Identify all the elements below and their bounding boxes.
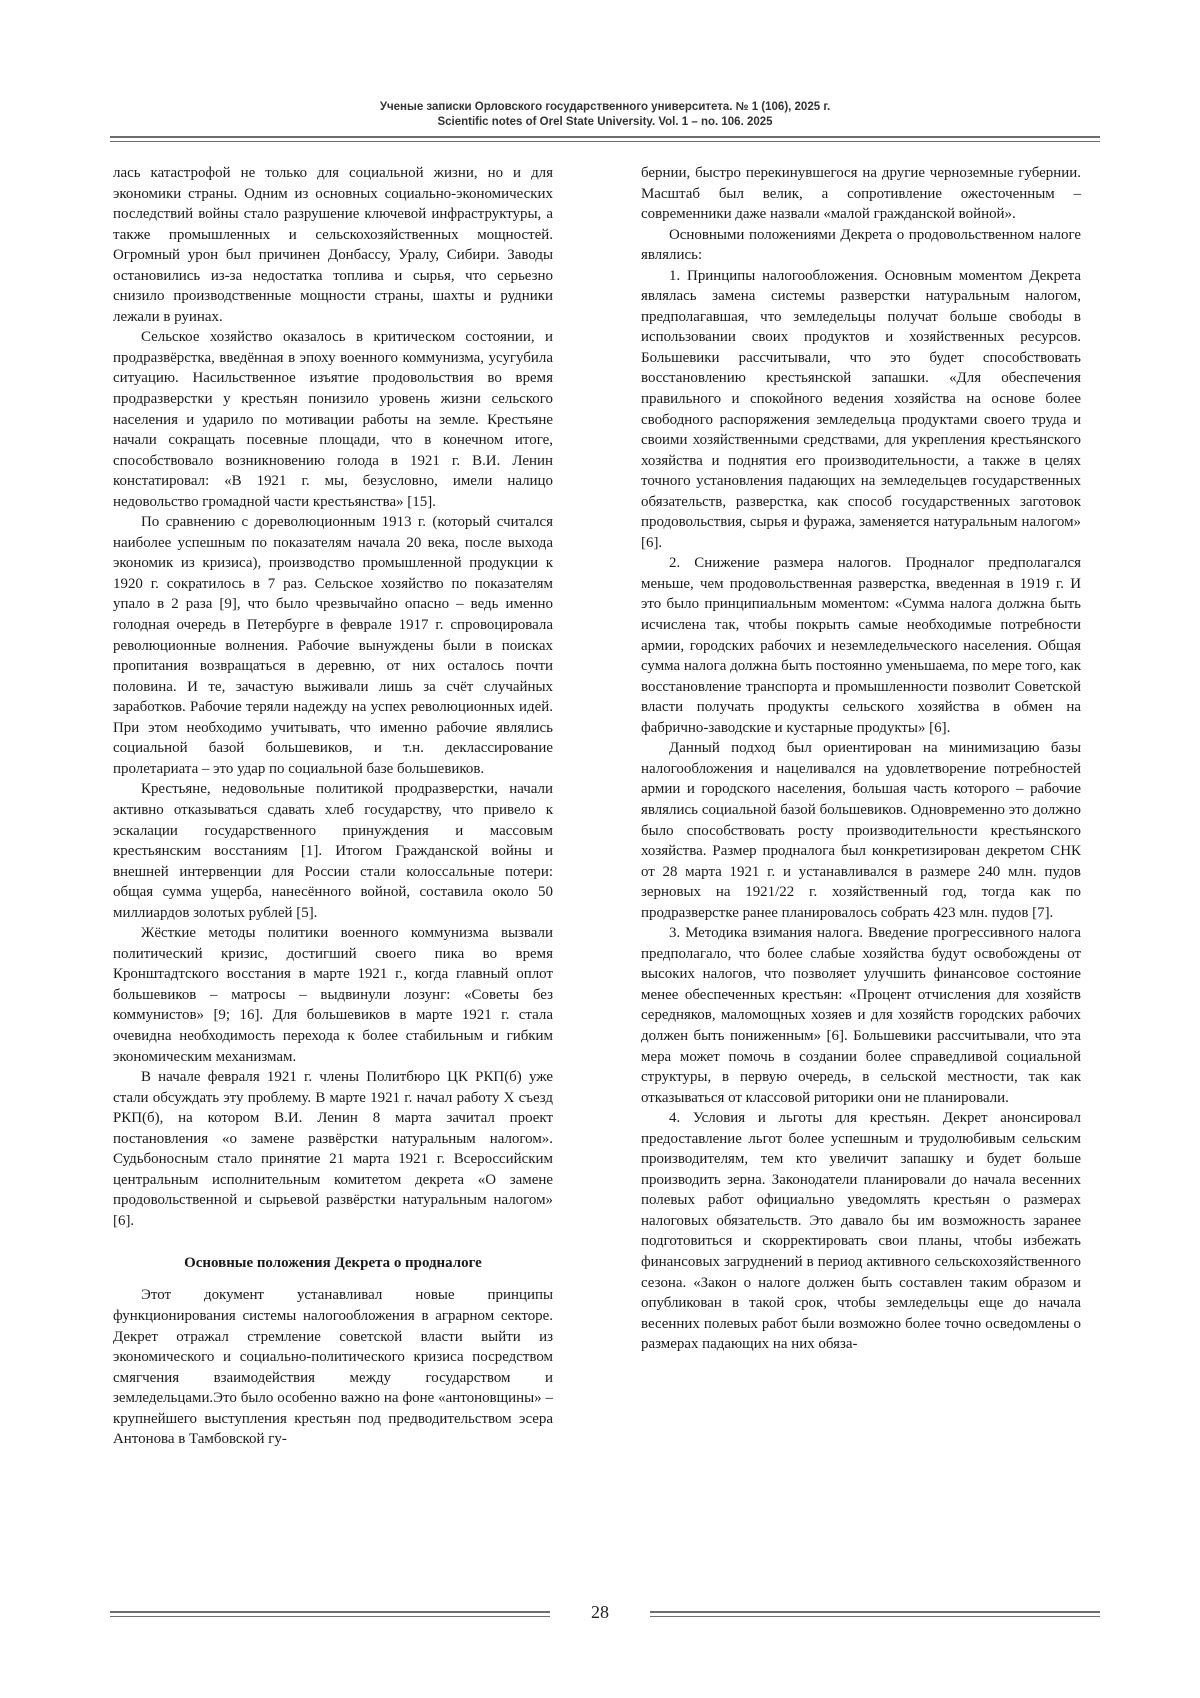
paragraph: Сельское хозяйство оказалось в критическом состоянии, и продразвёрстка, введённая в эпоху военного коммунизма, усугубила ситуацию. Насильственное изъятие продовольствия во время продразверстки у крестьян понизило уровень жизни сельского населения и ударило по мотивации работы на земле. Крестьяне начали сокращать посевные площади, что в конечном итоге, способствовало возникновению голода в 1921 г. В.И. Ленин констатировал: «В 1921 г. мы, безусловно, имели налицо недовольство громадной части крестьянства» [15]. bbox=[113, 329, 553, 510]
journal-title-en: Scientific notes of Orel State University. Vol. 1 – no. 106. 2025 bbox=[437, 116, 773, 128]
left-column bbox=[113, 163, 553, 1450]
header-rule-thin bbox=[110, 141, 1100, 142]
page-number: 28 bbox=[591, 1602, 609, 1622]
running-header bbox=[110, 100, 1100, 130]
paragraph: лась катастрофой не только для социальной жизни, но и для экономики страны. Одним из основных социально-экономических последствий войны стало разрушение ключевой инфраструктуры, а также промышленных и сельскохозяйственных мощностей. Огромный урон был причинен Донбассу, Уралу, Сибири. Заводы остановились из-за недостатка топлива и сырья, что серьезно снизило производственные мощности страны, шахты и рудники лежали в руинах. bbox=[113, 165, 553, 325]
list-item-paragraph: 3. Методика взимания налога. Введение прогрессивного налога предполагало, что более слабые хозяйства будут освобождены от высоких налогов, что позволяет улучшить финансовое состояние менее обеспеченных крестьян: «Процент отчисления для хозяйств середняков, маломощных хозяев и для хозяйств городских рабочих должен быть пониженным» [6]. Большевики рассчитывали, что эта мера может помочь в создании более справедливой социальной структуры, в первую очередь, в сельской местности, так как отказываться от классовой риторики они не планировали. bbox=[641, 925, 1081, 1106]
footer-rule-left-thin bbox=[110, 1616, 550, 1617]
list-item-paragraph: 4. Условия и льготы для крестьян. Декрет анонсировал предоставление льгот более успешным и трудолюбивым сельским производителям, тем кто увеличит запашку и будет больше производить зерна. Законодатели планировали до начала весенних полевых работ официально уведомлять крестьян о размерах налоговых обязательств. Это давало бы им возможность заранее подготовиться и скорректировать свои планы, чтобы избежать финансовых загруднений в период активного сельскохозяйственного сезона. «Закон о налоге должен быть составлен таким образом и опубликован в такой срок, чтобы земледельцы еще до начала весенних полевых работ были возможно более точно осведомлены о размерах падающих на них обяза- bbox=[641, 1110, 1081, 1353]
paragraph: Этот документ устанавливал новые принципы функционирования системы налогообложения в аграрном секторе. Декрет отражал стремление советской власти выйти из экономического и социально-политического кризиса посредством смягчения взаимодействия между государством и земледельцами.Это было особенно важно на фоне «антоновщины» – крупнейшего выступления крестьян под предводительством эсера Антонова в Тамбовской гу- bbox=[113, 1287, 553, 1448]
right-column bbox=[641, 163, 1081, 1355]
journal-title-ru: Ученые записки Орловского государственного университета. № 1 (106), 2025 г. bbox=[379, 101, 831, 113]
paragraph: Основными положениями Декрета о продовольственном налоге являлись: bbox=[641, 226, 1081, 264]
paragraph: Крестьяне, недовольные политикой продразверстки, начали активно отказываться сдавать хлеб государству, что привело к эскалации государственного принуждения и массовым крестьянским восстаниям [1]. Итогом Гражданской войны и внешней интервенции для России стали колоссальные потери: общая сумма ущерба, нанесённого войной, составила около 50 миллиардов золотых рублей [5]. bbox=[113, 781, 553, 921]
paragraph: В начале февраля 1921 г. члены Политбюро ЦК РКП(б) уже стали обсуждать эту проблему. В марте 1921 г. начал работу X съезд РКП(б), на котором В.И. Ленин 8 марта зачитал проект постановления «о замене развёрстки натуральным налогом». Судьбоносным стало принятие 21 марта 1921 г. Всероссийским центральным исполнительным комитетом декрета «О замене продовольственной и сырьевой развёрстки натуральным налогом» [6]. bbox=[113, 1069, 553, 1229]
paragraph: Жёсткие методы политики военного коммунизма вызвали политический кризис, достигший своего пика во время Кронштадтского восстания в марте 1921 г., когда главный оплот большевиков – матросы – выдвинули лозунг: «Советы без коммунистов» [9; 16]. Для большевиков в марте 1921 г. стала очевидна необходимость перехода к более стабильным и гибким экономическим механизмам. bbox=[113, 925, 553, 1065]
list-item-paragraph: 1. Принципы налогообложения. Основным моментом Декрета являлась замена системы разверстки натуральным налогом, предполагавшая, что земледельцы получат больше свободы в использовании своих продуктов и хозяйственных ресурсов. Большевики рассчитывали, что это будет способствовать восстановлению крестьянской запашки. «Для обеспечения правильного и спокойного ведения хозяйства на основе более свободного распоряжения земледельца продуктами своего труда и своими хозяйственными средствами, для укрепления крестьянского хозяйства и поднятия его производительности, а также в целях точного установления падающих на земледельцев государственных обязательств, разверстка, как способ государственных заготовок продовольствия, сырья и фуража, заменяется натуральным налогом» [6]. bbox=[641, 267, 1081, 551]
header-rule-thick bbox=[110, 136, 1100, 138]
paragraph: Данный подход был ориентирован на минимизацию базы налогообложения и нацеливался на удовлетворение потребностей армии и городского населения, большая часть которого – рабочие являлись социальной базой большевиков. Одновременно это должно было способствовать росту производительности крестьянского хозяйства. Размер продналога был конкретизирован декретом СНК от 28 марта 1921 г. и устанавливался в размере 240 млн. пудов зерновых на 1921/22 г. хозяйственный год, тогда как по продразверстке ранее планировалось собрать 423 млн. пудов [7]. bbox=[641, 740, 1081, 921]
footer-rule-right bbox=[650, 1611, 1100, 1613]
footer-rule-left bbox=[110, 1611, 550, 1613]
footer-rule-right-thin bbox=[650, 1616, 1100, 1617]
list-item-paragraph: 2. Снижение размера налогов. Продналог предполагался меньше, чем продовольственная разверстка, введенная в 1919 г. И это было принципиальным моментом: «Сумма налога должна быть исчислена так, чтобы покрыть самые необходимые потребности армии, городских рабочих и неземледельческого населения. Общая сумма налога должна быть постоянно уменьшаема, по мере того, как восстановление транспорта и промышленности позволит Советской власти получать продукты сельского хозяйства в обмен на фабрично-заводские и кустарные продукты» [6]. bbox=[641, 555, 1081, 736]
paragraph: бернии, быстро перекинувшегося на другие черноземные губернии. Масштаб был велик, а сопротивление ожесточенным – современники даже назвали «малой гражданской войной». bbox=[641, 165, 1081, 223]
section-heading: Основные положения Декрета о продналоге bbox=[184, 1255, 482, 1272]
paragraph: По сравнению с дореволюционным 1913 г. (который считался наиболее успешным по показателям начала 20 века, после выхода экономик из кризиса), производство промышленной продукции к 1920 г. сократилось в 7 раз. Сельское хозяйство по показателям упало в 2 раза [9], что было чрезвычайно опасно – ведь именно голодная очередь в Петербурге в феврале 1917 г. спровоцировала революционные волнения. Рабочие вынуждены были в поисках пропитания возвращаться в деревню, от них осталось почти половина. И те, зачастую выживали лишь за счёт случайных заработков. Рабочие теряли надежду на успех революционных идей. При этом необходимо учитывать, что именно рабочие являлись социальной базой большевиков, и т.н. деклассирование пролетариата – это удар по социальной базе большевиков. bbox=[113, 514, 553, 777]
